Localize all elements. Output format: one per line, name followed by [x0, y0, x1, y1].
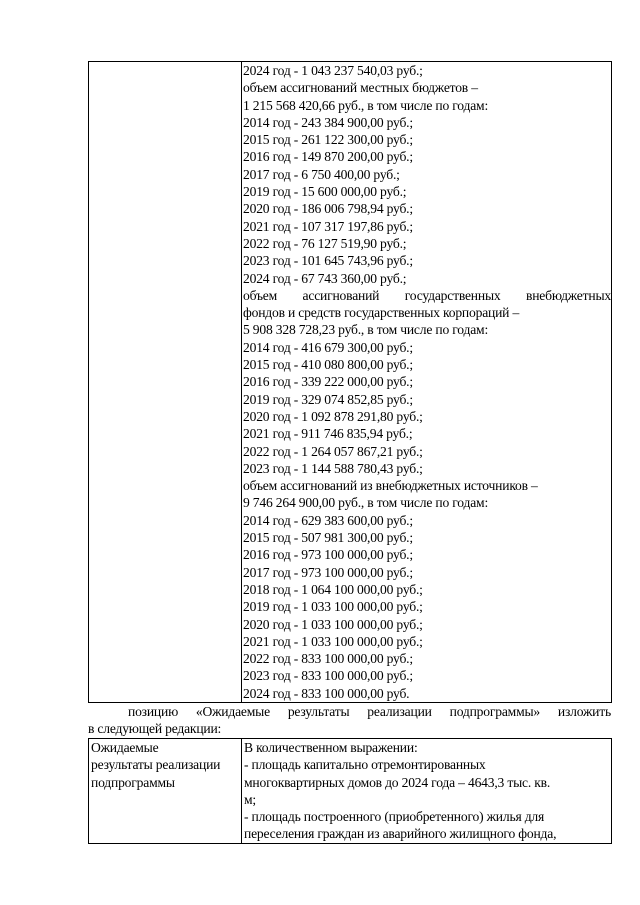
expected-results-content-line: В количественном выражении: [244, 740, 418, 755]
expected-results-label-line: Ожидаемые [91, 740, 159, 755]
intro-line-1: позицию «Ожидаемые результаты реализации подпрограммы» изложить [128, 704, 611, 719]
financing-lines [242, 62, 611, 702]
financing-line: 2023 год - 833 100 000,00 руб.; [243, 668, 413, 684]
financing-line: 2016 год - 973 100 000,00 руб.; [243, 547, 413, 563]
financing-line: 2015 год - 507 981 300,00 руб.; [243, 530, 413, 546]
financing-line: 2021 год - 107 317 197,86 руб.; [243, 218, 413, 234]
expected-results-content-line: многоквартирных домов до 2024 года – 4643,3 тыс. кв. [244, 774, 551, 790]
financing-line: 2014 год - 629 383 600,00 руб.; [243, 512, 413, 528]
financing-table [88, 61, 612, 703]
financing-content-cell [242, 62, 612, 703]
financing-line: 2020 год - 186 006 798,94 руб.; [243, 201, 413, 217]
financing-line: объем ассигнований из внебюджетных источников – [243, 478, 538, 494]
financing-line: 2018 год - 1 064 100 000,00 руб.; [243, 581, 423, 597]
financing-line: 2016 год - 149 870 200,00 руб.; [243, 149, 413, 165]
expected-results-content-line: - площадь построенного (приобретенного) жилья для [244, 809, 545, 825]
expected-results-content [242, 739, 611, 843]
financing-line: 2014 год - 243 384 900,00 руб.; [243, 114, 413, 130]
financing-line: 2019 год - 1 033 100 000,00 руб.; [243, 599, 423, 615]
financing-line: фондов и средств государственных корпораций – [243, 305, 520, 321]
financing-line: 2015 год - 261 122 300,00 руб.; [243, 132, 413, 148]
financing-line: объем ассигнований государственных внебюджетных [243, 287, 611, 303]
financing-line: 2019 год - 15 600 000,00 руб.; [243, 184, 407, 200]
financing-line: 2023 год - 101 645 743,96 руб.; [243, 253, 413, 269]
financing-line: 2017 год - 973 100 000,00 руб.; [243, 564, 413, 580]
intro-paragraph [88, 703, 611, 738]
expected-results-content-cell [242, 739, 612, 844]
intro-line-2: в следующей редакции: [88, 721, 222, 737]
financing-line: 2022 год - 1 264 057 867,21 руб.; [243, 443, 423, 459]
financing-line: 2015 год - 410 080 800,00 руб.; [243, 357, 413, 373]
financing-line: 2024 год - 833 100 000,00 руб. [243, 685, 410, 701]
expected-results-table [88, 738, 612, 844]
financing-line: 2019 год - 329 074 852,85 руб.; [243, 391, 413, 407]
financing-line: 2024 год - 1 043 237 540,03 руб.; [243, 63, 423, 78]
financing-line: 2022 год - 833 100 000,00 руб.; [243, 651, 413, 667]
financing-line: 2021 год - 911 746 835,94 руб.; [243, 426, 413, 442]
financing-line: 2016 год - 339 222 000,00 руб.; [243, 374, 413, 390]
expected-results-content-line: м; [244, 791, 256, 807]
financing-line: объем ассигнований местных бюджетов – [243, 80, 478, 96]
expected-results-content-line: переселения граждан из аварийного жилищного фонда, [244, 826, 557, 842]
financing-line: 9 746 264 900,00 руб., в том числе по годам: [243, 495, 489, 511]
expected-results-label-cell [89, 739, 242, 844]
expected-results-label [89, 739, 241, 791]
financing-line: 2020 год - 1 092 878 291,80 руб.; [243, 408, 423, 424]
expected-results-content-line: - площадь капитально отремонтированных [244, 757, 486, 773]
financing-label-cell [89, 62, 242, 703]
financing-line: 2014 год - 416 679 300,00 руб.; [243, 339, 413, 355]
financing-line: 1 215 568 420,66 руб., в том числе по годам: [243, 97, 489, 113]
financing-line: 2022 год - 76 127 519,90 руб.; [243, 235, 407, 251]
financing-line: 2021 год - 1 033 100 000,00 руб.; [243, 633, 423, 649]
financing-line: 2024 год - 67 743 360,00 руб.; [243, 270, 407, 286]
expected-results-label-line: подпрограммы [91, 774, 175, 790]
financing-line: 2020 год - 1 033 100 000,00 руб.; [243, 616, 423, 632]
financing-line: 2017 год - 6 750 400,00 руб.; [243, 166, 400, 182]
financing-line: 5 908 328 728,23 руб., в том числе по годам: [243, 322, 489, 338]
expected-results-label-line: результаты реализации [91, 757, 221, 773]
financing-line: 2023 год - 1 144 588 780,43 руб.; [243, 460, 423, 476]
